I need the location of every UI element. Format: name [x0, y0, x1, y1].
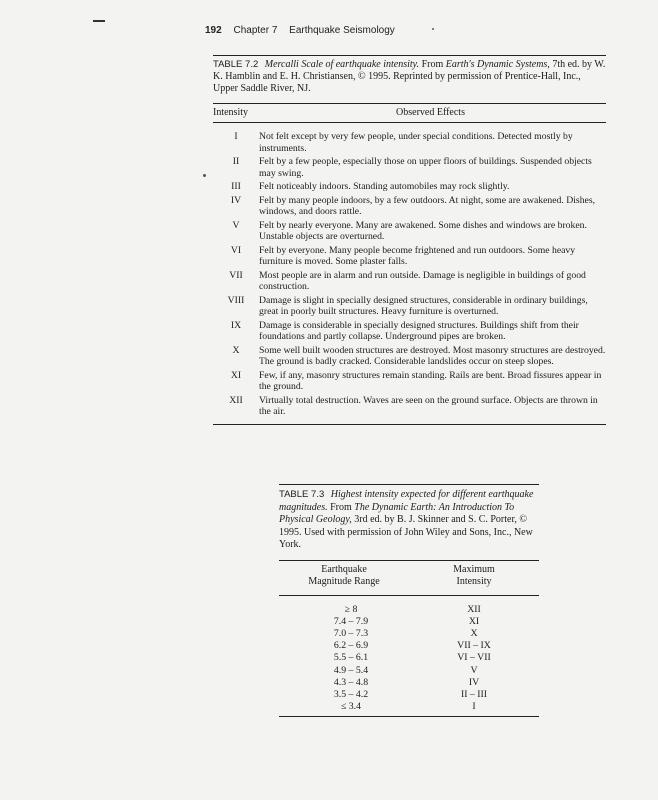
column-header-effects: Observed Effects [396, 107, 465, 118]
intensity-cell: XI [468, 615, 480, 627]
intensity-cell: V [470, 664, 478, 676]
intensity-cell: VI – VII [457, 652, 491, 664]
effect-cell: Damage is considerable in specially designed structures. Buildings shift from their foundations and partly collapse. Underground pipes are broken. [259, 319, 579, 342]
effect-cell: Virtually total destruction. Waves are seen on the ground surface. Objects are thrown in the air. [259, 394, 598, 417]
table-row [213, 370, 606, 393]
table-body [279, 596, 539, 718]
intensity-cell: II – III [460, 688, 488, 700]
table-row [279, 665, 539, 677]
magnitude-cell: 7.0 – 7.3 [333, 627, 369, 639]
effect-cell: Felt by many people indoors, by a few outdoors. At night, some are awakened. Dishes, windows, and doors rattle. [259, 194, 596, 217]
effect-cell: Felt by everyone. Many people become frightened and run outdoors. Some heavy furniture is moved. Some plaster falls. [259, 244, 576, 267]
intensity-cell: I [472, 701, 476, 713]
magnitude-cell: ≤ 3.4 [340, 701, 362, 713]
header-line: Intensity [456, 576, 492, 587]
intensity-cell: X [470, 627, 478, 639]
table-title: Mercalli Scale of earthquake intensity. [264, 59, 420, 70]
running-head [205, 25, 395, 36]
table-row [279, 701, 539, 713]
header-line: Earthquake [321, 563, 367, 575]
table-label: TABLE 7.2 [213, 59, 259, 70]
table-row [213, 345, 606, 368]
table-label: TABLE 7.3 [279, 489, 325, 500]
intensity-cell: VI [230, 244, 242, 256]
magnitude-cell: 5.5 – 6.1 [333, 652, 369, 664]
table-row [213, 195, 606, 218]
source-credit: 3rd ed. by B. J. Skinner and S. C. Porter, © 1995. Used with permission of John Wiley and Sons, Inc., New York. [279, 514, 533, 550]
table-body [213, 123, 606, 425]
margin-mark [93, 20, 105, 22]
column-header-intensity [409, 564, 539, 589]
intensity-cell: XII [229, 394, 243, 406]
table-7-2 [213, 55, 606, 425]
table-title: Highest intensity expected for different earthquake magnitudes. [279, 489, 534, 513]
intensity-cell: XI [230, 369, 242, 381]
table-row [213, 270, 606, 293]
table-row [213, 156, 606, 179]
table-row [279, 640, 539, 652]
column-header-intensity: Intensity [213, 107, 248, 118]
chapter-label: Chapter 7 [233, 25, 278, 36]
effect-cell: Felt noticeably indoors. Standing automobiles may rock slightly. [259, 181, 510, 192]
table-row [213, 320, 606, 343]
ink-speck [203, 174, 206, 177]
table-row [213, 220, 606, 243]
effect-cell: Felt by nearly everyone. Many are awakened. Some dishes and windows are broken. Unstable objects are overturned. [259, 219, 587, 242]
effect-cell: Few, if any, masonry structures remain standing. Rails are bent. Broad fissures appear in the ground. [259, 369, 602, 392]
column-header-magnitude [279, 564, 409, 589]
table-header [213, 104, 606, 123]
source-title: Earth's Dynamic Systems, [445, 59, 550, 70]
source-title: The Dynamic Earth: An Introduction To Physical Geology, [279, 501, 515, 525]
magnitude-cell: 4.9 – 5.4 [333, 664, 369, 676]
table-row [279, 628, 539, 640]
intensity-cell: VII [229, 269, 243, 281]
table-row [279, 616, 539, 628]
intensity-cell: XII [467, 603, 481, 615]
source-credit: 7th ed. by W. K. Hamblin and E. H. Christiansen, © 1995. Reprinted by permission of Prentice-Hall, Inc., Upper Saddle River, NJ. [213, 59, 606, 94]
page-number: 192 [205, 25, 222, 36]
table-caption [279, 485, 539, 552]
intensity-cell: III [231, 181, 241, 192]
table-header [279, 560, 539, 596]
chapter-title: Earthquake Seismology [289, 25, 395, 36]
effect-cell: Not felt except by very few people, under special conditions. Detected mostly by instruments. [259, 131, 573, 154]
header-line: Maximum [453, 563, 495, 575]
source-prefix: From [421, 59, 444, 70]
magnitude-cell: 4.3 – 4.8 [333, 676, 369, 688]
table-row [279, 652, 539, 664]
table-7-3 [279, 484, 539, 717]
effect-cell: Most people are in alarm and run outside. Damage is negligible in buildings of good construction. [259, 269, 586, 292]
effect-cell: Felt by a few people, especially those on upper floors of buildings. Suspended objects may swing. [259, 156, 592, 179]
table-row [213, 181, 606, 193]
intensity-cell: VIII [227, 294, 245, 306]
table-row [279, 677, 539, 689]
intensity-cell: IX [230, 319, 242, 331]
table-row [213, 245, 606, 268]
intensity-cell: IV [468, 676, 480, 688]
effect-cell: Damage is slight in specially designed structures, considerable in ordinary buildings, great in poorly built structures. Heavy furniture is overturned. [259, 294, 588, 317]
magnitude-cell: 3.5 – 4.2 [333, 688, 369, 700]
magnitude-cell: 6.2 – 6.9 [333, 640, 369, 652]
ink-speck [432, 28, 434, 30]
magnitude-cell: 7.4 – 7.9 [333, 615, 369, 627]
intensity-cell: IV [230, 194, 242, 206]
table-caption [213, 56, 606, 95]
effect-cell: Some well built wooden structures are destroyed. Most masonry structures are destroyed. The ground is badly cracked. Considerable landslides occur on steep slopes. [259, 344, 606, 367]
table-row [213, 395, 606, 418]
header-line: Magnitude Range [308, 576, 380, 587]
table-row [279, 689, 539, 701]
table-row [279, 604, 539, 616]
intensity-cell: I [234, 131, 238, 142]
magnitude-cell: ≥ 8 [344, 603, 358, 615]
intensity-cell: VII – IX [457, 640, 491, 652]
intensity-cell: X [232, 344, 240, 356]
table-row [213, 295, 606, 318]
intensity-cell: II [232, 156, 240, 167]
intensity-cell: V [232, 219, 240, 231]
table-row [213, 131, 606, 154]
source-prefix: From [330, 501, 352, 513]
